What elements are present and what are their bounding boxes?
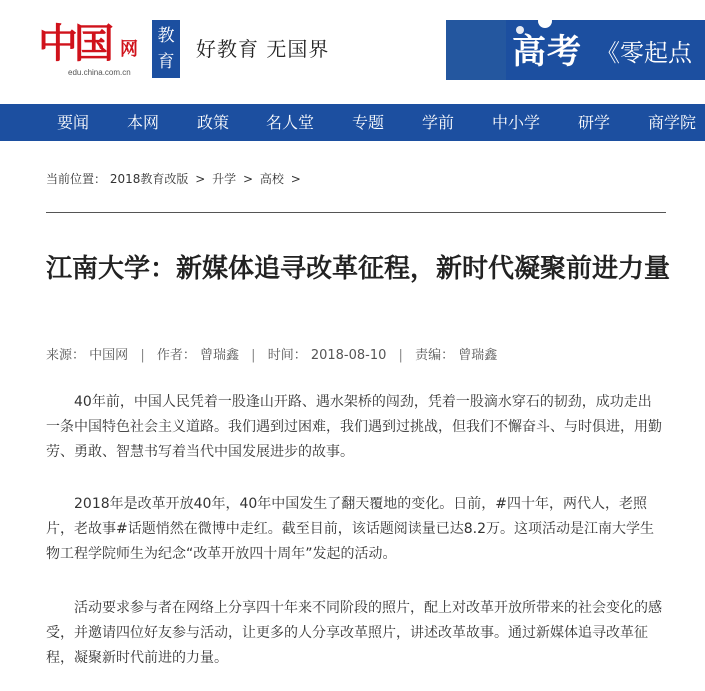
nav-item-site[interactable]: 本网 [127,113,160,132]
logo-text: 中国 [38,20,110,67]
author-value: 曾瑞鑫 [200,348,240,363]
nav-item-policy[interactable]: 政策 [197,113,230,132]
time-value: 2018-08-10 [310,348,387,363]
breadcrumb-item[interactable]: 高校 [259,172,284,186]
breadcrumb-prefix: 当前位置： [46,172,107,186]
banner-title: 高考 [512,32,582,72]
meta-separator: | [251,348,256,363]
editor-value: 曾瑞鑫 [458,348,498,363]
nav-item-news[interactable]: 要闻 [57,113,90,132]
meta-separator: | [140,348,145,363]
nav-item-study-tour[interactable]: 研学 [578,113,611,132]
logo-suffix: 网 [120,39,138,60]
site-header [0,0,705,104]
banner-decoration [446,20,506,80]
nav-item-topics[interactable]: 专题 [352,113,385,132]
nav-item-hall-of-fame[interactable]: 名人堂 [266,113,315,132]
banner-dot-icon [538,20,552,28]
channel-badge[interactable] [152,20,180,78]
gaokao-banner[interactable] [446,20,705,80]
time-label: 时间： [267,348,307,363]
meta-separator: | [398,348,403,363]
article-paragraph: 2018年是改革开放40年，40年中国发生了翻天覆地的变化。日前，#四十年，两代人，老照片，老故事#话题悄然在微博中走红。截至目前，该话题阅读量已达8.2万。这项活动是江南大学生物工程学院师生为纪念“改革开放四十周年”发起的活动。 [46,496,654,562]
banner-subtitle: 《零起点 [596,39,692,67]
site-logo[interactable] [38,22,146,80]
editor-label: 责编： [415,348,455,363]
main-nav [0,104,705,141]
breadcrumb-separator: > [242,172,254,186]
source-label: 来源： [46,348,86,363]
nav-item-k12[interactable]: 中小学 [492,113,541,132]
article-meta [46,347,497,365]
breadcrumb [46,171,304,187]
author-label: 作者： [156,348,196,363]
nav-item-business-school[interactable]: 商学院 [648,113,697,132]
breadcrumb-separator: > [195,172,206,186]
source-value: 中国网 [89,348,129,363]
breadcrumb-item[interactable]: 升学 [212,172,237,186]
nav-item-preschool[interactable]: 学前 [422,113,455,132]
breadcrumb-item[interactable]: 2018教育改版 [109,172,189,186]
site-slogan: 好教育 无国界 [196,37,330,61]
article-paragraph: 活动要求参与者在网络上分享四十年来不同阶段的照片，配上对改革开放所带来的社会变化的感受，并邀请四位好友参与活动，让更多的人分享改革照片，讲述改革故事。通过新媒体追寻改革征程，凝聚新时代前进的力量。 [46,600,662,666]
article-paragraph: 40年前，中国人民凭着一股逢山开路、遇水架桥的闯劲，凭着一股滴水穿石的韧劲，成功走出一条中国特色社会主义道路。我们遇到过困难，我们遇到过挑战，但我们不懈奋斗、与时俱进，用勤劳、勇敢、智慧书写着当代中国发展进步的故事。 [46,394,662,460]
channel-badge-line-1: 教 [157,26,175,46]
article-title: 江南大学：新媒体追寻改革征程，新时代凝聚前进力量 [46,254,671,284]
breadcrumb-separator: > [290,172,301,186]
channel-badge-line-2: 育 [157,52,175,72]
divider [46,212,666,213]
logo-url: edu.china.com.cn [68,68,131,77]
